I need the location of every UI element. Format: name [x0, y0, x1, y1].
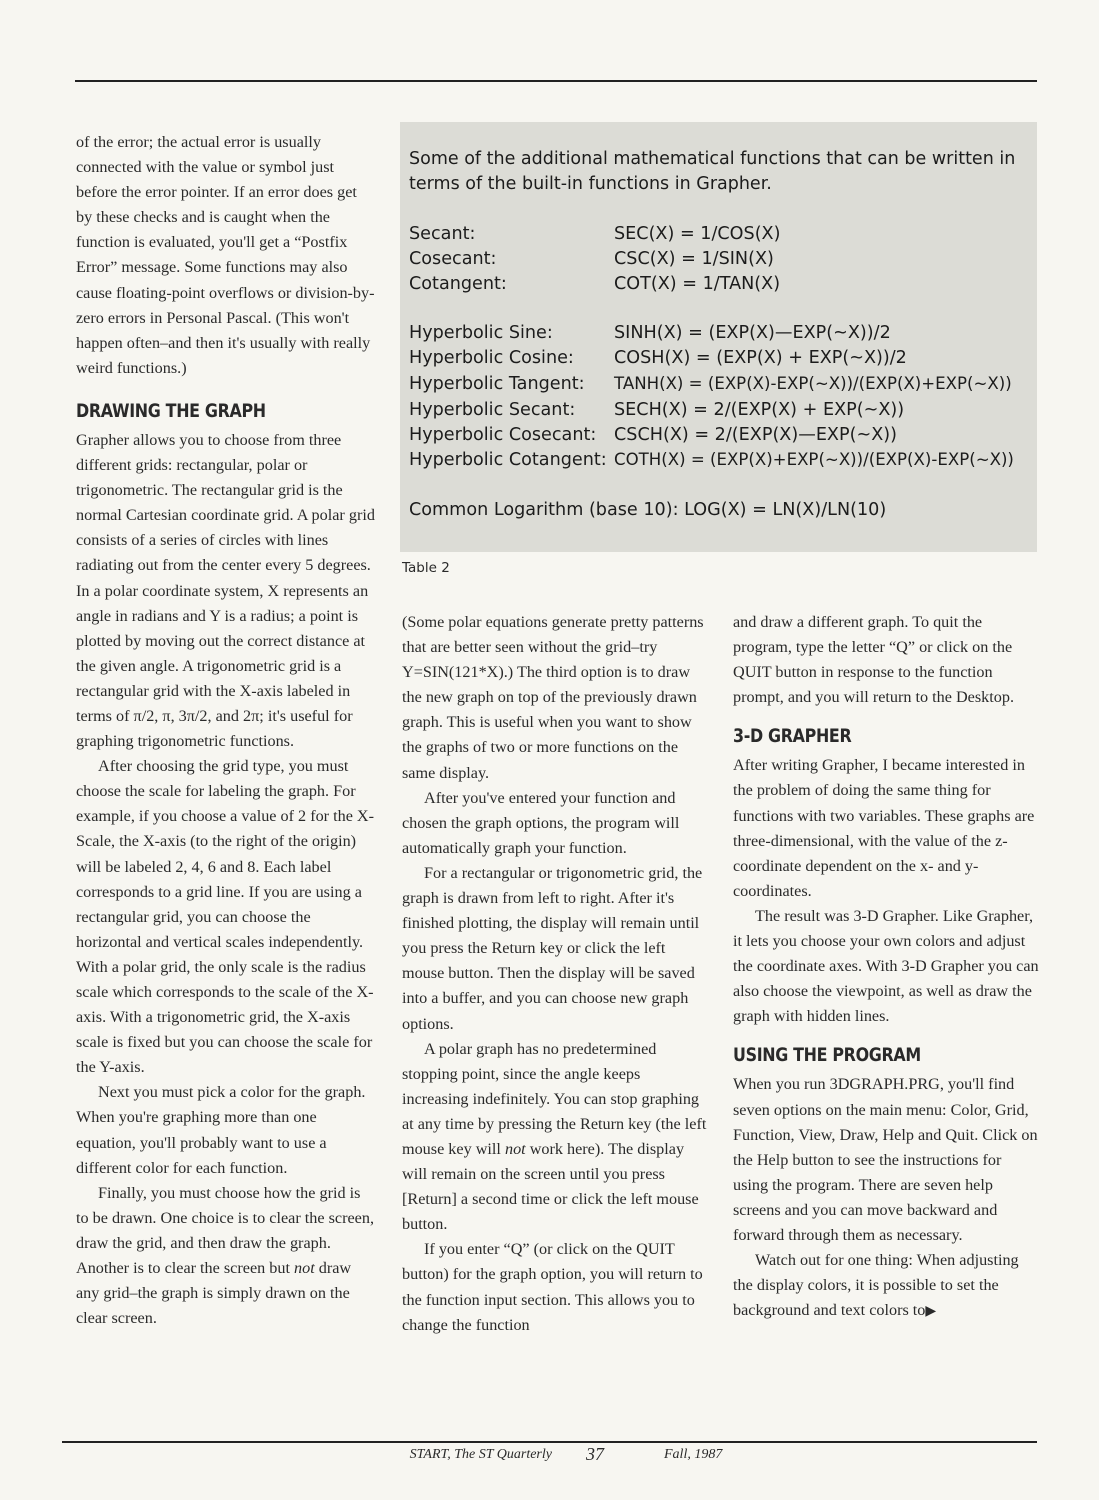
top-rule [75, 80, 1037, 82]
paragraph: After you've entered your function and chosen the graph options, the program will automatically graph your function. [402, 788, 680, 857]
function-row-secant: Secant: SEC(X) = 1/COS(X) [409, 224, 781, 244]
paragraph: and draw a different graph. To quit the program, type the letter “Q” or click on the QUIT button in response to the function prompt, and you will return to the Desktop. [733, 613, 1014, 707]
section-heading-drawing-the-graph: DRAWING THE GRAPH [76, 400, 266, 422]
function-row-hyperbolic-cosine: Hyperbolic Cosine: COSH(X) = (EXP(X) + EXP(~X))/2 [409, 348, 907, 368]
function-row-hyperbolic-cotangent: Hyperbolic Cotangent: COTH(X) = (EXP(X)+EXP(~X))/(EXP(X)-EXP(~X)) [409, 450, 1014, 470]
function-row-hyperbolic-sine: Hyperbolic Sine: SINH(X) = (EXP(X)—EXP(~X))/2 [409, 323, 891, 343]
table-intro: Some of the additional mathematical functions that can be written in terms of the built-in functions in Grapher. [409, 149, 1016, 194]
paragraph: Grapher allows you to choose from three different grids: rectangular, polar or trigonometric. The rectangular grid is the normal Cartesian coordinate grid. A polar grid consists of a series of circles with lines radiating out from the center every 5 degrees. In a polar coordinate system, X represents an angle in radians and Y is a radius; a point is plotted by moving out the correct distance at the given angle. A trigonometric grid is a rectangular grid with the X-axis labeled in terms of π/2, π, 3π/2, and 2π; it's useful for graphing trigonometric functions. [76, 430, 375, 751]
paragraph: For a rectangular or trigonometric grid, the graph is drawn from left to right. After it's finished plotting, the display will remain until you press the Return key or click the left mouse button. Then the display will be saved into a buffer, and you can choose new graph options. [402, 863, 703, 1033]
paragraph: of the error; the actual error is usually connected with the value or symbol just before the error pointer. If an error does get by these checks and is caught when the function is evaluated, you'll get a “Postfix Error” message. Some functions may also cause floating-point overflows or division-by-zero errors in Personal Pascal. (This won't happen often–and then it's usually with really weird functions.) [76, 133, 375, 377]
function-row-common-logarithm: Common Logarithm (base 10): LOG(X) = LN(X)/LN(10) [409, 500, 887, 520]
function-row-hyperbolic-cosecant: Hyperbolic Cosecant: CSCH(X) = 2/(EXP(X)—EXP(~X)) [409, 425, 897, 445]
function-row-cotangent: Cotangent: COT(X) = 1/TAN(X) [409, 274, 781, 294]
continue-arrow-icon: ▶ [925, 1304, 937, 1320]
column-3 [733, 610, 1039, 1324]
column-1 [76, 130, 376, 1331]
footer-publication: START, The ST Quarterly [409, 1447, 552, 1462]
table-2-box [400, 122, 1037, 552]
function-row-hyperbolic-secant: Hyperbolic Secant: SECH(X) = 2/(EXP(X) + EXP(~X)) [409, 400, 905, 420]
footer-date: Fall, 1987 [664, 1447, 723, 1462]
paragraph: A polar graph has no predetermined stopping point, since the angle keeps increasing indefinitely. You can stop graphing at any time by pressing the Return key (the left mouse key will not work here). The display will remain on the screen until you press [Return] a second time or click the left mouse button. [402, 1039, 707, 1234]
paragraph: Next you must pick a color for the graph. When you're graphing more than one equation, you'll probably want to use a different color for each function. [76, 1083, 366, 1177]
paragraph: When you run 3DGRAPH.PRG, you'll find seven options on the main menu: Color, Grid, Function, View, Draw, Help and Quit. Click on the Help button to see the instructions for using the program. There are seven help screens and you can move backward and forward through them as necessary. [733, 1075, 1038, 1244]
section-heading-using-the-program: USING THE PROGRAM [733, 1045, 921, 1067]
section-heading-3d-grapher: 3-D GRAPHER [733, 726, 852, 748]
paragraph: The result was 3-D Grapher. Like Grapher, it lets you choose your own colors and adjust the coordinate axes. With 3-D Grapher you can also choose the viewpoint, as well as draw the graph with hidden lines. [733, 906, 1039, 1026]
function-row-hyperbolic-tangent: Hyperbolic Tangent: TANH(X) = (EXP(X)-EXP(~X))/(EXP(X)+EXP(~X)) [409, 374, 1012, 394]
column-2 [402, 610, 707, 1338]
paragraph: After choosing the grid type, you must choose the scale for labeling the graph. For example, if you choose a value of 2 for the X-Scale, the X-axis (to the right of the origin) will be labeled 2, 4, 6 and 8. Each label corresponds to a grid line. If you are using a rectangular grid, you can choose the horizontal and vertical scales independently. With a polar grid, the only scale is the radius scale which corresponds to the scale of the X-axis. With a trigonometric grid, the X-axis scale is fixed but you can choose the scale for the Y-axis. [76, 757, 375, 1077]
bottom-rule [62, 1441, 1037, 1443]
emphasis: not [294, 1259, 315, 1278]
paragraph: Watch out for one thing: When adjusting the display colors, it is possible to set the background and text colors to▶ [733, 1251, 1019, 1320]
paragraph: Finally, you must choose how the grid is to be drawn. One choice is to clear the screen, draw the grid, and then draw the graph. Another is to clear the screen but not draw any grid–the graph is simply drawn on the clear screen. [76, 1183, 374, 1328]
function-row-cosecant: Cosecant: CSC(X) = 1/SIN(X) [409, 249, 774, 269]
table-caption: Table 2 [402, 560, 450, 576]
emphasis: not [504, 1139, 526, 1158]
footer-page-number: 37 [586, 1444, 604, 1464]
paragraph: After writing Grapher, I became interested in the problem of doing the same thing for functions with two variables. These graphs are three-dimensional, with the value of the z-coordinate dependent on the x- and y-coordinates. [733, 756, 1035, 900]
paragraph: If you enter “Q” (or click on the QUIT button) for the graph option, you will return to the function input section. This allows you to change the function [402, 1240, 703, 1334]
paragraph: (Some polar equations generate pretty patterns that are better seen without the grid–try Y=SIN(121*X).) The third option is to draw the new graph on top of the previously drawn graph. This is useful when you want to show the graphs of two or more functions on the same display. [402, 613, 704, 782]
